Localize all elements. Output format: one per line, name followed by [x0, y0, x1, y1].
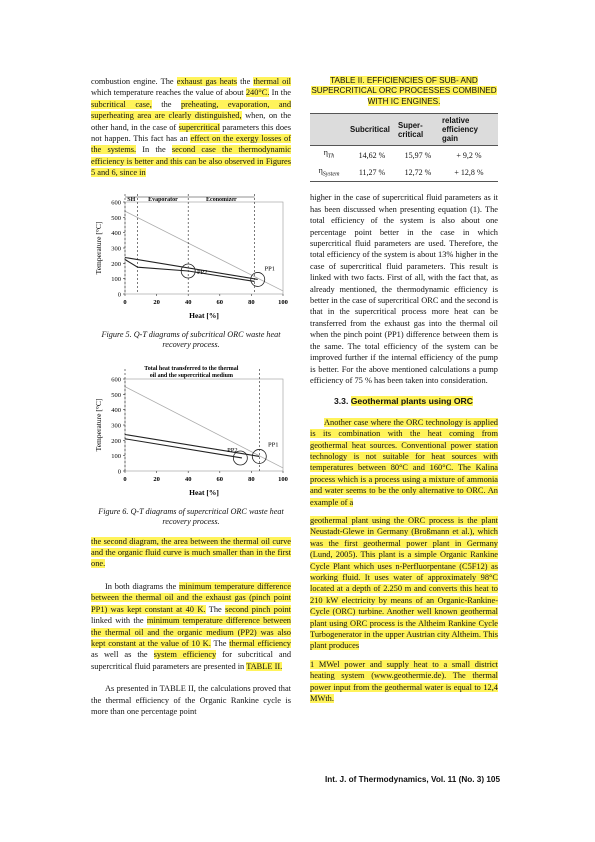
efficiency-table	[310, 113, 498, 182]
figure-5-chart	[91, 184, 291, 326]
text-span: In the	[136, 145, 172, 155]
x-tick-label: 60	[216, 298, 224, 306]
section-title: Geothermal plants using ORC	[350, 396, 473, 407]
right-column	[310, 76, 498, 704]
x-tick-label: 0	[123, 298, 127, 306]
highlighted-text: second pinch point	[225, 604, 291, 614]
x-tick-label: 80	[248, 298, 255, 306]
text-span: combustion engine. The	[91, 77, 177, 86]
plot-area	[125, 202, 283, 294]
table-row-label: $\eta_{System}$	[310, 164, 348, 182]
table-header-empty	[310, 114, 348, 146]
text-span: The	[205, 604, 226, 614]
pinch-point-label: PP2	[227, 446, 238, 454]
page-footer: Int. J. of Thermodynamics, Vol. 11 (No. 3) 105	[324, 775, 500, 784]
table-header-gain: relative efficiency gain	[440, 114, 498, 146]
highlighted-text: thermal efficiency	[229, 638, 291, 648]
table-cell: 14,62 %	[358, 150, 386, 160]
pinch-point-label: PP2	[196, 268, 208, 276]
left-para-1	[91, 76, 291, 179]
table-cell: + 9,2 %	[456, 150, 482, 160]
region-label: Economizer	[206, 196, 237, 203]
right-para-3: geothermal plant using the ORC process is the plant Neustadt-Glewe in Germany (Broßmann et al.), which was the first geothermal power plant in Germany (Lund, 2005). This plant is a simple Organic Rankine Cycle Plant which uses n-Perfluorpentane (C5F12) as working fluid. It uses water of approximately 98°C located at a depth of 2.250 m and converts this heat to 210 kW electricity by means of an Organic-Rankine-Cycle (ORC) turbine. Another well known geothermal plant using ORC process is the Altheim Rankine Cycle Turbogenerator in the upper Austrian city Altheim. This plant produces	[310, 515, 498, 651]
highlighted-text: thermal oil	[253, 77, 291, 86]
highlighted-text: preheating, evaporation, and superheating area are clearly distinguished,	[91, 99, 292, 121]
table-cell: 12,72 %	[396, 164, 440, 182]
table-row	[310, 164, 498, 182]
y-tick-label: 200	[111, 260, 121, 268]
y-tick-label: 600	[111, 376, 121, 384]
text-span: The	[210, 638, 230, 648]
x-tick-label: 0	[123, 475, 127, 483]
x-tick-label: 40	[184, 298, 192, 306]
figure-5-caption: Figure 5. Q-T diagrams of subcritical ORC waste heat recovery process.	[101, 329, 281, 350]
series-line	[125, 438, 242, 457]
y-tick-label: 100	[111, 275, 121, 283]
x-tick-label: 60	[216, 475, 224, 483]
y-tick-label: 300	[111, 245, 121, 253]
pinch-point-label: PP1	[264, 265, 275, 273]
text-span: In both diagrams the	[105, 581, 180, 591]
y-axis-label: Temperature [°C]	[94, 398, 103, 451]
table-cell: + 12,8 %	[440, 164, 498, 182]
section-heading	[310, 396, 498, 407]
pinch-point-marker	[251, 272, 265, 286]
pinch-point-label: PP1	[268, 441, 279, 449]
highlighted-text: supercritical	[178, 122, 220, 132]
y-tick-label: 500	[111, 214, 121, 222]
y-tick-label: 300	[111, 422, 121, 430]
text-span: parameters this does not happen. This fact has an	[91, 122, 292, 144]
highlighted-text: exhaust gas heats	[176, 77, 237, 86]
left-para-2	[91, 536, 291, 570]
x-tick-label: 100	[278, 475, 288, 483]
x-axis-label: Heat [%]	[189, 310, 219, 320]
text-span: linked with the	[91, 616, 147, 626]
text-span: for subcritical and supercritical fluid parameters are presented in	[91, 650, 292, 671]
figure-6-chart	[91, 361, 291, 503]
table-header-supercritical: Super-critical	[396, 114, 440, 146]
x-tick-label: 20	[153, 475, 160, 483]
x-tick-label: 100	[278, 298, 288, 306]
y-axis-label: Temperature [°C]	[94, 221, 103, 274]
table-title: TABLE II. EFFICIENCIES OF SUB- AND SUPERCRITICAL ORC PROCESSES COMBINED WITH IC ENGINES.	[311, 76, 497, 106]
right-para-2: Another case where the ORC technology is applied is its combination with the heat coming from geothermal heat sources. Conventional power station technology is not suitable for heat sources with temperatures between 80°C and 160°C. The Kalina process which is a process using a mixture of ammonia and water seems to be the only alternative to ORC. An example of a	[310, 417, 498, 507]
text-span: In the	[269, 88, 292, 98]
left-para-4: As presented in TABLE II, the calculations proved that the thermal efficiency of the Organic Rankine cycle is more than one percentage point	[91, 684, 291, 716]
y-tick-label: 400	[111, 406, 121, 414]
highlighted-text: subcritical case,	[91, 99, 152, 109]
y-tick-label: 600	[111, 199, 121, 207]
table-header-row	[310, 114, 498, 146]
right-para-1: higher in the case of supercritical fluid parameters as it has been discussed when presenting equation (1). The total efficiency of the system is also about one percentage point better in the case in which supercritical fluid parameters are used. Therefore, the total efficiency of the system is about 13% higher in the case of supercritical fluid parameters. This result is linked with two facts. First of all, with the fact that, as already mentioned, the thermodynamic efficiency is better in the case of supercritical ORC and the second is that in the supercritical process more heat can be transferred from the exhaust gas into the thermal oil when the pinch point (PP1) difference between them is the same. The total efficiency of the system can be improved further if the internal efficiency of the pump is better. For the above mentioned calculations a pump efficiency of 75 % has been taken into consideration.	[310, 193, 498, 385]
table-row	[310, 146, 498, 164]
table-cell: 15,97 %	[404, 150, 432, 160]
x-tick-label: 20	[153, 298, 160, 306]
text-span: when, on the other hand, in the case of	[91, 111, 292, 132]
annotation-line-1: Total heat transferred to the thermal	[144, 365, 239, 372]
text-span: as well as the	[91, 650, 154, 660]
y-tick-label: 0	[117, 291, 121, 299]
table-cell: 11,27 %	[348, 164, 396, 182]
text-span: the	[151, 99, 181, 109]
highlighted-text: TABLE II.	[246, 661, 283, 671]
series-line	[125, 211, 283, 291]
highlighted-text: the second diagram, the area between the thermal oil curve and the organic fluid curve is much smaller than in the first one.	[91, 536, 291, 569]
y-tick-label: 500	[111, 391, 121, 399]
table-header-subcritical: Subcritical	[348, 114, 396, 146]
highlighted-text: 240°C.	[245, 88, 270, 98]
y-tick-label: 100	[111, 452, 121, 460]
highlighted-text: second case the thermodynamic efficiency is better and this can be also observed in Figures 5 and 6, since in	[91, 145, 291, 178]
highlighted-text: system efficiency	[153, 650, 217, 660]
highlighted-text: minimum temperature difference between the thermal oil and the organic medium (PP2) was also kept constant at the value of 10 K.	[91, 616, 291, 648]
text-span: which temperature reaches the value of about	[91, 88, 246, 98]
left-column	[91, 76, 291, 717]
region-label: Evaporator	[148, 196, 178, 203]
table-row-label: $\eta_{Th}$	[323, 148, 335, 160]
y-tick-label: 400	[111, 229, 121, 237]
highlighted-text: effect on the exergy losses of the systems.	[91, 134, 291, 155]
y-tick-label: 200	[111, 437, 121, 445]
left-para-3	[91, 581, 291, 672]
x-tick-label: 40	[184, 475, 192, 483]
text-span: the	[236, 77, 254, 86]
region-label: SH	[127, 196, 136, 203]
section-number: 3.3.	[334, 396, 349, 407]
x-tick-label: 80	[248, 475, 255, 483]
y-tick-label: 0	[117, 468, 121, 476]
x-axis-label: Heat [%]	[189, 487, 219, 497]
annotation-line-2: oil and the supercritical medium	[149, 372, 233, 379]
figure-6-caption: Figure 6. Q-T diagrams of supercritical ORC waste heat recovery process.	[98, 506, 284, 527]
highlighted-text: minimum temperature difference between the thermal oil and the exhaust gas (pinch point PP1) was kept constant at 40 K.	[91, 581, 291, 614]
right-para-4: 1 MWel power and supply heat to a small district heating system (www.geothermie.de). The thermal power input from the geothermal water is equal to 12,4 MWth.	[310, 659, 498, 704]
